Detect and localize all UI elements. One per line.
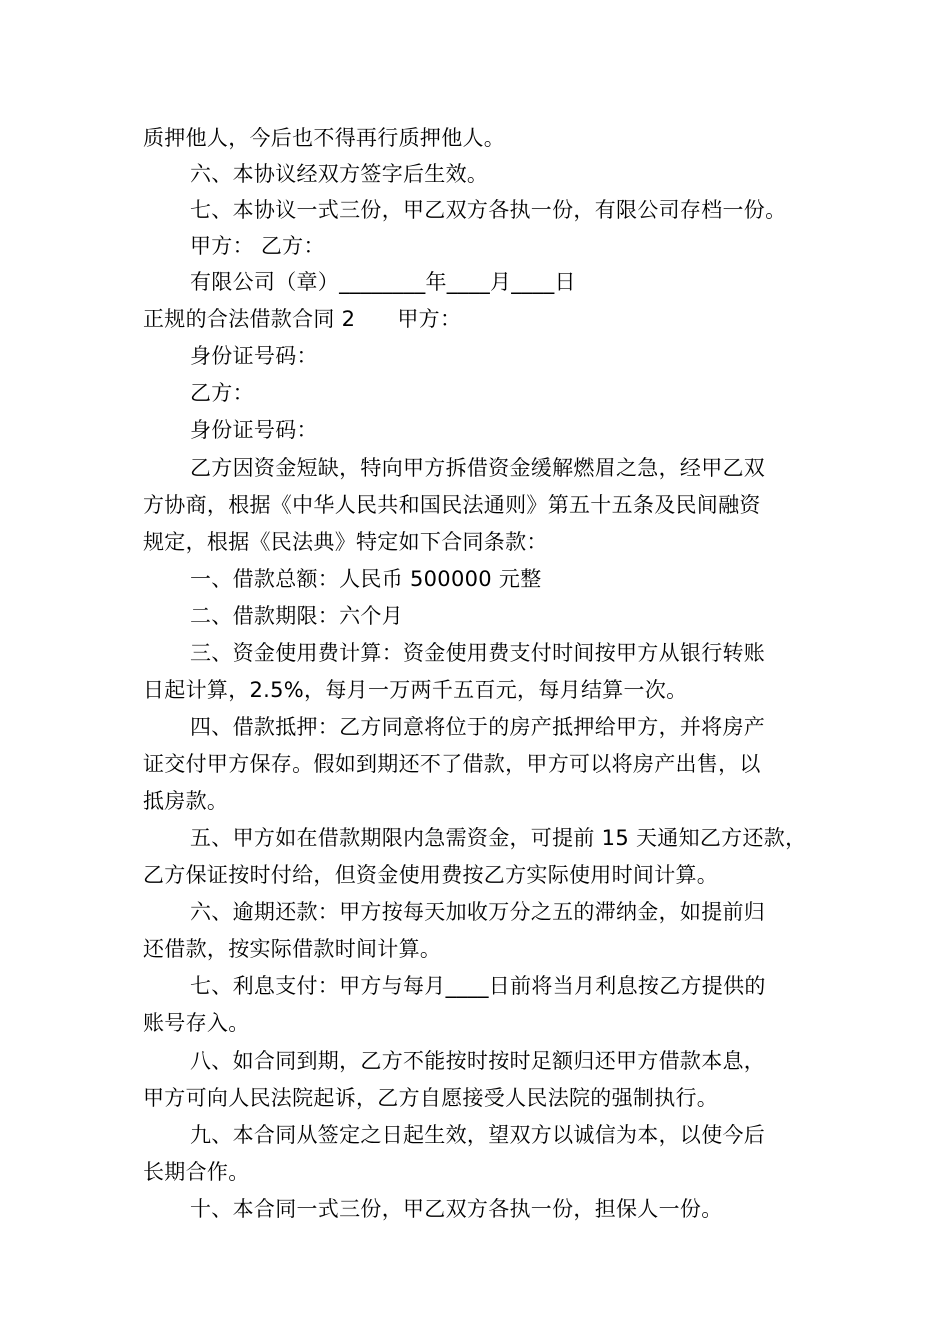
clause-seven-copies: 七、本协议一式三份，甲乙双方各执一份，有限公司存档一份。: [190, 198, 787, 222]
party-b-id-label: 身份证号码：: [190, 418, 318, 442]
party-a-label: 甲方：: [397, 307, 462, 331]
clause-default: 甲方可向人民法院起诉，乙方自愿接受人民法院的强制执行。: [143, 1086, 719, 1110]
company-seal-date-line: 有限公司（章）________年____月____日: [190, 270, 576, 294]
clause-overdue: 六、逾期还款：甲方按每天加收万分之五的滞纳金，如提前归: [190, 900, 766, 924]
clause-interest-payment: 七、利息支付：甲方与每月____日前将当月利息按乙方提供的: [190, 974, 766, 998]
clause-early-repayment: 乙方保证按时付给，但资金使用费按乙方实际使用时间计算。: [143, 863, 719, 887]
clause-overdue: 还借款，按实际借款时间计算。: [143, 937, 442, 961]
clause-early-repayment: 五、甲方如在借款期限内急需资金，可提前 15 天通知乙方还款，: [190, 826, 807, 850]
clause-copies: 十、本合同一式三份，甲乙双方各执一份，担保人一份。: [190, 1197, 723, 1221]
clause-interest-payment: 账号存入。: [143, 1011, 250, 1035]
clause-effective-date: 九、本合同从签定之日起生效，望双方以诚信为本，以使今后: [190, 1123, 766, 1147]
contract-title-row: [143, 301, 461, 338]
clause-effective-date: 长期合作。: [143, 1160, 250, 1184]
clause-six-effective: 六、本协议经双方签字后生效。: [190, 162, 489, 186]
paragraph-line: 质押他人，今后也不得再行质押他人。: [143, 126, 506, 150]
contract-title: 正规的合法借款合同 2: [143, 307, 356, 331]
clause-default: 八、如合同到期，乙方不能按时按时足额归还甲方借款本息，: [190, 1049, 766, 1073]
preamble-line: 规定，根据《民法典》特定如下合同条款：: [143, 530, 548, 554]
party-a-id-label: 身份证号码：: [190, 344, 318, 368]
clause-mortgage: 四、借款抵押：乙方同意将位于的房产抵押给甲方，并将房产: [190, 715, 766, 739]
clause-fee-calculation: 日起计算，2.5%，每月一万两千五百元，每月结算一次。: [143, 678, 688, 702]
clause-loan-term: 二、借款期限：六个月: [190, 604, 403, 628]
party-signature-labels: 甲方： 乙方：: [190, 234, 325, 258]
clause-loan-amount: 一、借款总额：人民币 500000 元整: [190, 567, 542, 591]
clause-mortgage: 证交付甲方保存。假如到期还不了借款，甲方可以将房产出售，以: [143, 752, 761, 776]
preamble-line: 乙方因资金短缺，特向甲方拆借资金缓解燃眉之急，经甲乙双: [190, 456, 766, 480]
clause-mortgage: 抵房款。: [143, 789, 229, 813]
party-b-label: 乙方：: [190, 381, 254, 405]
clause-fee-calculation: 三、资金使用费计算：资金使用费支付时间按甲方从银行转账: [190, 641, 766, 665]
preamble-line: 方协商，根据《中华人民共和国民法通则》第五十五条及民间融资: [143, 493, 761, 517]
